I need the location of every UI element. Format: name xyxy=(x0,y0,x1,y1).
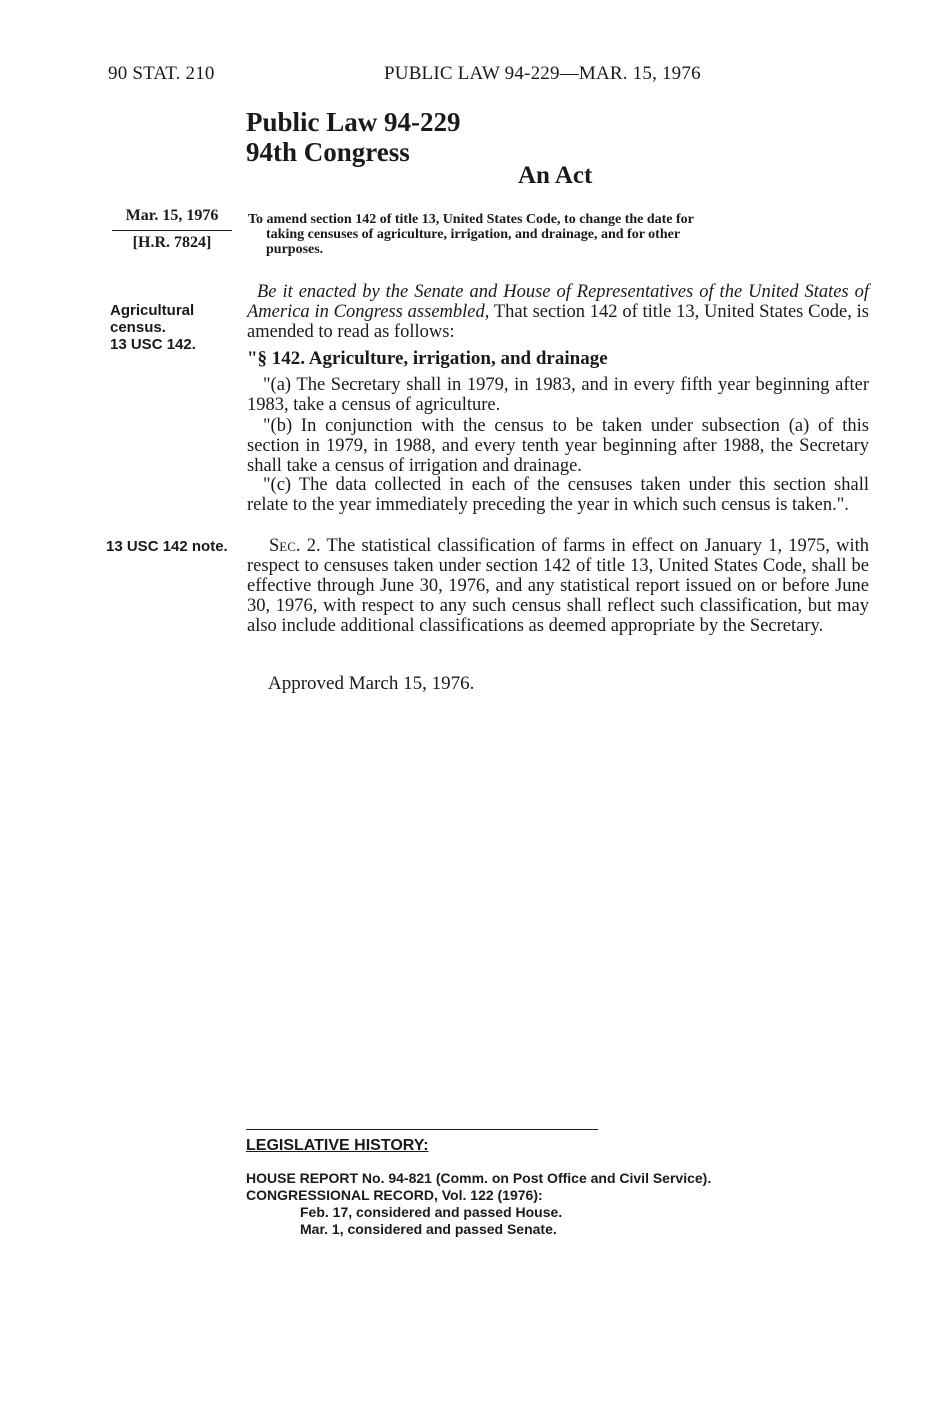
paragraph-c: "(c) The data collected in each of the censuses taken under this section shall relate to the year immediately preceding the year in which such census is taken.". xyxy=(247,475,869,515)
enacting-clause-italic: Be it enacted by the Senate and House of Representatives of the United States of America in Congress assembled, xyxy=(247,282,869,322)
legislative-history-rule xyxy=(246,1129,598,1130)
enacting-clause xyxy=(247,282,869,342)
margin-topic-note xyxy=(110,302,196,353)
approval-date: Approved March 15, 1976. xyxy=(268,673,475,694)
page-stat-number: 90 STAT. 210 xyxy=(108,63,215,84)
legislative-history-title: LEGISLATIVE HISTORY: xyxy=(246,1137,429,1154)
purpose-line-2: taking censuses of agriculture, irrigation, and drainage, and for other xyxy=(266,227,681,242)
section-2-text: The statistical classification of farms in effect on January 1, 1975, with respect to censuses taken under section 142 of title 13, United States Code, shall be effective through June 30, 1976, and any statistical report issued on or before June 30, 1976, with respect to any such census shall reflect such classification, but may also include additional classifications as deemed appropriate by the Secretary. xyxy=(247,536,870,636)
history-entry: Mar. 1, considered and passed Senate. xyxy=(300,1221,557,1237)
purpose-line-3: purposes. xyxy=(266,242,324,257)
an-act-heading: An Act xyxy=(518,162,593,189)
congress-title: 94th Congress xyxy=(246,137,410,167)
enacting-clause-text: That section 142 of title 13, United States Code, is amended to read as follows: xyxy=(247,302,869,342)
section-2-label: Sec. 2. xyxy=(269,536,321,556)
margin-topic-line-1: Agricultural xyxy=(110,302,195,319)
margin-usc-note: 13 USC 142 note. xyxy=(106,538,228,555)
paragraph-b: "(b) In conjunction with the census to be taken under subsection (a) of this section in 1979, in 1988, and every tenth year beginning after 1988, the Secretary shall take a census of irrigation and drainage. xyxy=(247,416,869,476)
act-purpose xyxy=(248,212,870,257)
congressional-record: CONGRESSIONAL RECORD, Vol. 122 (1976): xyxy=(246,1187,543,1203)
margin-topic-line-3: 13 USC 142. xyxy=(110,336,196,353)
margin-topic-line-2: census. xyxy=(110,319,166,336)
purpose-line-1: To amend section 142 of title 13, United States Code, to change the date for xyxy=(248,212,694,227)
section-2 xyxy=(247,536,869,636)
paragraph-a: "(a) The Secretary shall in 1979, in 1983, and in every fifth year beginning after 1983, take a census of agriculture. xyxy=(247,375,869,415)
running-title: PUBLIC LAW 94-229—MAR. 15, 1976 xyxy=(384,63,701,84)
bill-number: [H.R. 7824] xyxy=(132,234,212,251)
section-heading: "§ 142. Agriculture, irrigation, and drainage xyxy=(247,348,608,369)
history-entry: Feb. 17, considered and passed House. xyxy=(300,1204,563,1220)
house-report: HOUSE REPORT No. 94-821 (Comm. on Post Office and Civil Service). xyxy=(246,1170,712,1186)
enactment-date-box xyxy=(112,204,232,255)
public-law-title: Public Law 94-229 xyxy=(246,107,461,137)
enactment-date: Mar. 15, 1976 xyxy=(125,207,219,224)
